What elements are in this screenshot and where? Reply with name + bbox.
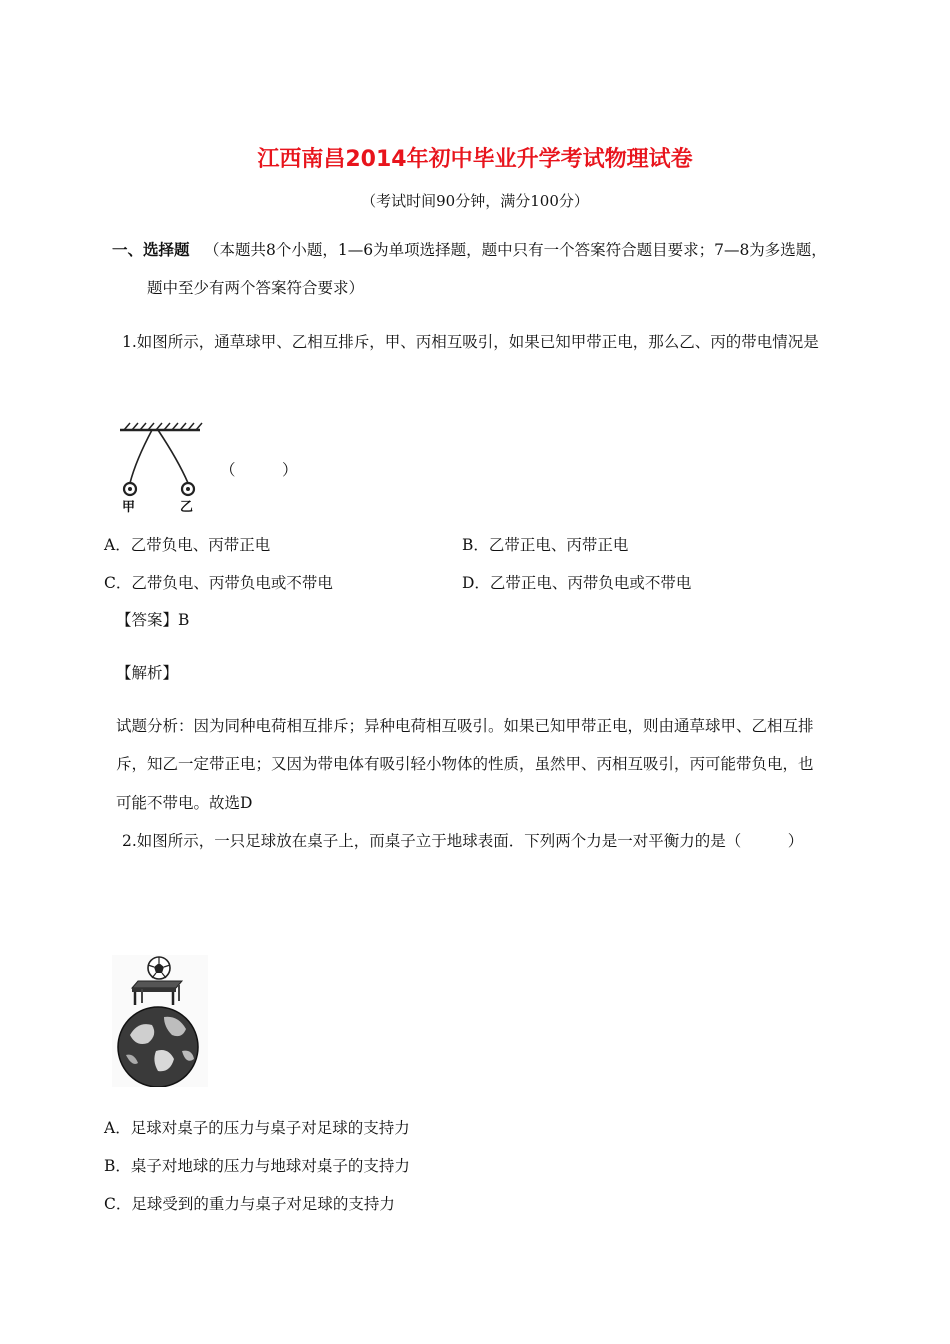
page-title: 江西南昌2014年初中毕业升学考试物理试卷: [257, 147, 693, 172]
question-2-stem: 2.如图所示，一只足球放在桌子上，而桌子立于地球表面．下列两个力是一对平衡力的是（ ）: [122, 832, 804, 850]
question-1-stem: 1.如图所示，通草球甲、乙相互排斥，甲、丙相互吸引，如果已知甲带正电，那么乙、丙的带电情况是: [122, 333, 819, 351]
ball-label-left: 甲: [122, 500, 136, 515]
question-1-bracket: （ ）: [220, 461, 298, 479]
question-1-answer: 【答案】B: [116, 611, 190, 629]
exam-info: （考试时间90分钟，满分100分）: [361, 192, 589, 210]
question-1-analysis-line3: 可能不带电。故选D: [116, 794, 253, 812]
question-1-option-d: D．乙带正电、丙带负电或不带电: [462, 574, 692, 592]
question-1-analysis-heading: 【解析】: [116, 664, 179, 682]
question-1-analysis-line1: 试题分析：因为同种电荷相互排斥；异种电荷相互吸引。如果已知甲带正电，则由通草球甲、乙相互排: [116, 717, 814, 735]
question-2-option-a: A．足球对桌子的压力与桌子对足球的支持力: [104, 1119, 410, 1137]
section-description-line1: （本题共8个小题，1—6为单项选择题，题中只有一个答案符合题目要求；7—8为多选题，: [204, 241, 827, 259]
question-2-option-c: C．足球受到的重力与桌子对足球的支持力: [104, 1195, 395, 1213]
question-1-option-a: A．乙带负电、丙带正电: [104, 536, 271, 554]
pith-balls-figure: [116, 420, 206, 515]
football-table-earth-figure: [112, 955, 208, 1087]
section-heading: 一、选择题: [112, 241, 190, 259]
question-2-option-b: B．桌子对地球的压力与地球对桌子的支持力: [104, 1157, 410, 1175]
question-1-option-c: C．乙带负电、丙带负电或不带电: [104, 574, 333, 592]
question-1-option-b: B．乙带正电、丙带正电: [462, 536, 629, 554]
section-description-line2: 题中至少有两个答案符合要求）: [147, 279, 365, 297]
ball-label-right: 乙: [180, 500, 194, 515]
question-1-analysis-line2: 斥，知乙一定带正电；又因为带电体有吸引轻小物体的性质，虽然甲、丙相互吸引，丙可能带负电，也: [116, 755, 814, 773]
